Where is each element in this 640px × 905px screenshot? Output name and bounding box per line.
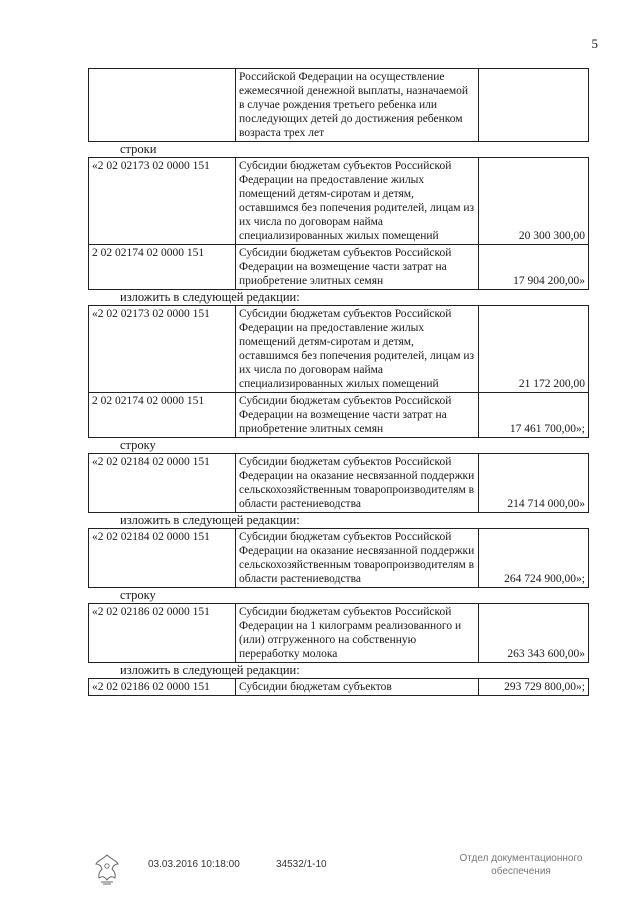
footer-date: 03.03.2016 10:18:00 bbox=[148, 859, 240, 870]
description-cell: Субсидии бюджетам субъектов Российской Федерации на оказание несвязанной поддержки сельскохозяйственным товаропроизводителям в области растениеводства bbox=[236, 454, 479, 513]
amount-cell: 263 343 600,00» bbox=[479, 604, 589, 663]
budget-code-cell bbox=[89, 69, 236, 142]
page-number: 5 bbox=[591, 36, 598, 51]
section-label: изложить в следующей редакции: bbox=[120, 513, 300, 527]
table-row bbox=[89, 306, 589, 393]
page-footer bbox=[0, 844, 640, 894]
budget-table bbox=[88, 528, 589, 588]
stamp-line-2: обеспечения bbox=[491, 866, 551, 877]
budget-table bbox=[88, 603, 589, 663]
description-cell: Субсидии бюджетам субъектов Российской Федерации на 1 килограмм реализованного и (или) отгруженного на собственную переработку молока bbox=[236, 604, 479, 663]
department-stamp bbox=[446, 852, 596, 878]
section-label: строку bbox=[120, 588, 156, 602]
budget-code-cell: 2 02 02174 02 0000 151 bbox=[89, 245, 236, 290]
emblem-icon bbox=[90, 852, 124, 886]
amount-cell: 20 300 300,00 bbox=[479, 158, 589, 245]
section-label: строку bbox=[120, 438, 156, 452]
budget-table bbox=[88, 157, 589, 290]
budget-code-cell: «2 02 02173 02 0000 151 bbox=[89, 158, 236, 245]
table-row bbox=[89, 529, 589, 588]
amount-cell: 293 729 800,00»; bbox=[479, 679, 589, 696]
stamp-line-1: Отдел документационного bbox=[459, 853, 583, 864]
budget-code-cell: «2 02 02186 02 0000 151 bbox=[89, 679, 236, 696]
table-row bbox=[89, 158, 589, 245]
budget-code-cell: «2 02 02173 02 0000 151 bbox=[89, 306, 236, 393]
description-cell: Субсидии бюджетам субъектов Российской Федерации на предоставление жилых помещений детям-сиротам и детям, оставшимся без попечения родителей, лицам из их числа по договорам найма специализированных жилых помещений bbox=[236, 306, 479, 393]
table-row bbox=[89, 245, 589, 290]
budget-table bbox=[88, 68, 589, 142]
budget-table bbox=[88, 453, 589, 513]
description-cell: Субсидии бюджетам субъектов Российской Федерации на предоставление жилых помещений детям-сиротам и детям, оставшимся без попечения родителей, лицам из их числа по договорам найма специализированных жилых помещений bbox=[236, 158, 479, 245]
footer-reference: 34532/1-10 bbox=[276, 859, 327, 870]
table-row bbox=[89, 679, 589, 696]
budget-table bbox=[88, 305, 589, 438]
description-cell: Российской Федерации на осуществление ежемесячной денежной выплаты, назначаемой в случае рождения третьего ребенка или последующих детей до достижения ребенком возраста трех лет bbox=[236, 69, 479, 142]
document-body bbox=[88, 68, 589, 696]
amount-cell: 264 724 900,00»; bbox=[479, 529, 589, 588]
budget-code-cell: 2 02 02174 02 0000 151 bbox=[89, 393, 236, 438]
amount-cell: 21 172 200,00 bbox=[479, 306, 589, 393]
budget-code-cell: «2 02 02184 02 0000 151 bbox=[89, 529, 236, 588]
description-cell: Субсидии бюджетам субъектов bbox=[236, 679, 479, 696]
amount-cell bbox=[479, 69, 589, 142]
description-cell: Субсидии бюджетам субъектов Российской Федерации на возмещение части затрат на приобретение элитных семян bbox=[236, 393, 479, 438]
section-label: строки bbox=[120, 142, 157, 156]
description-cell: Субсидии бюджетам субъектов Российской Федерации на оказание несвязанной поддержки сельскохозяйственным товаропроизводителям в области растениеводства bbox=[236, 529, 479, 588]
budget-code-cell: «2 02 02184 02 0000 151 bbox=[89, 454, 236, 513]
table-row bbox=[89, 69, 589, 142]
amount-cell: 214 714 000,00» bbox=[479, 454, 589, 513]
table-row bbox=[89, 393, 589, 438]
amount-cell: 17 904 200,00» bbox=[479, 245, 589, 290]
section-label: изложить в следующей редакции: bbox=[120, 663, 300, 677]
budget-code-cell: «2 02 02186 02 0000 151 bbox=[89, 604, 236, 663]
table-row bbox=[89, 454, 589, 513]
section-label: изложить в следующей редакции: bbox=[120, 290, 300, 304]
amount-cell: 17 461 700,00»; bbox=[479, 393, 589, 438]
description-cell: Субсидии бюджетам субъектов Российской Федерации на возмещение части затрат на приобретение элитных семян bbox=[236, 245, 479, 290]
budget-table bbox=[88, 678, 589, 696]
table-row bbox=[89, 604, 589, 663]
